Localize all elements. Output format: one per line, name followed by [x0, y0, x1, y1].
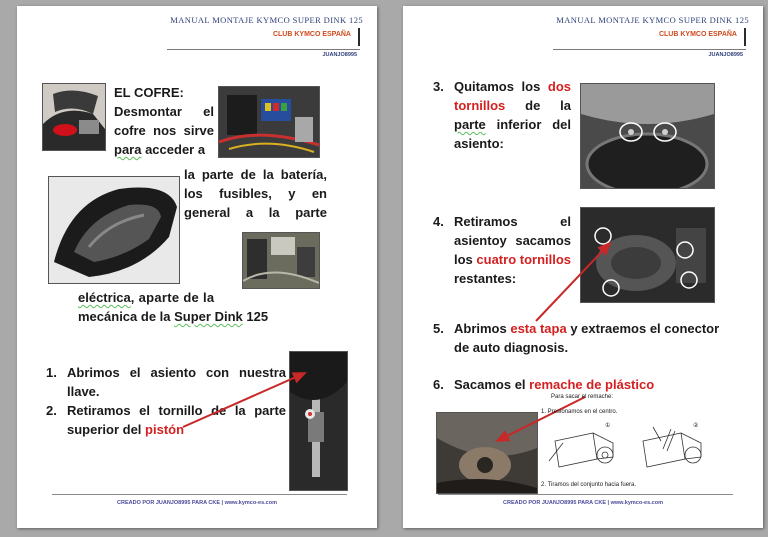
- rivet-title: Para sacar el remache:: [551, 394, 614, 400]
- step4-text1: Retiramos el: [454, 214, 571, 229]
- step3-line4: asiento:: [454, 136, 504, 151]
- step2-line2: [67, 420, 184, 439]
- step4-line1: [433, 212, 571, 231]
- photo-empty-seat-bucket: [48, 176, 180, 284]
- cofre-line8-model: Super Dink: [174, 309, 243, 324]
- header-title: MANUAL MONTAJE KYMCO SUPER DINK 125: [170, 15, 363, 25]
- step6-number: 6.: [433, 377, 444, 392]
- cofre-line5: los fusibles, y en: [184, 186, 327, 201]
- manual-page-left: [17, 6, 377, 528]
- header-club: CLUB KYMCO ESPAÑA: [658, 31, 737, 38]
- step6-text1: Sacamos el: [454, 377, 530, 392]
- step5-text2: y extraemos el conector: [566, 321, 720, 336]
- footer-text: CREADO POR JUANJO8995 PARA CKE | www.kymco-es.com: [117, 500, 277, 506]
- header-line: [167, 49, 360, 50]
- rivet-label-1: ①: [605, 423, 611, 429]
- step2-text2: superior del: [67, 422, 146, 437]
- rivet-diagram: [543, 421, 713, 483]
- arrow-to-tapa: [528, 231, 623, 329]
- step5-line1: [433, 319, 719, 338]
- cofre-line7-word: eléctrica: [78, 290, 131, 305]
- photo-wiring: [242, 232, 320, 289]
- footer-text: CREADO POR JUANJO8995 PARA CKE | www.kymco-es.com: [503, 500, 663, 506]
- step3-text3: inferior del: [485, 117, 571, 132]
- step3-line3: [454, 115, 571, 134]
- cofre-line2: cofre nos sirve: [114, 123, 214, 138]
- cofre-line8: [78, 307, 268, 326]
- header-bar: [358, 28, 360, 46]
- header-club: CLUB KYMCO ESPAÑA: [272, 31, 351, 38]
- step1-number: 1.: [46, 365, 57, 380]
- header-bar: [744, 28, 746, 46]
- step4-line2: asientoy sacamos: [454, 233, 571, 248]
- rivet-step2: 2. Tiramos del conjunto hacia fuera.: [541, 482, 637, 488]
- cofre-line4: la parte de la batería,: [184, 167, 327, 182]
- step3-tornillos: tornillos: [454, 98, 506, 113]
- step5-esta-tapa: esta tapa: [510, 321, 567, 336]
- header-user: JUANJO8995: [322, 52, 357, 58]
- photo-battery-fuses: [218, 86, 320, 158]
- cofre-line8-end: 125: [242, 309, 269, 324]
- step2-piston: pistón: [145, 422, 185, 437]
- step3-line2: [454, 96, 571, 115]
- step5-text1: Abrimos: [454, 321, 511, 336]
- step2-number: 2.: [46, 403, 57, 418]
- cofre-line3-word: para: [114, 142, 142, 157]
- step4-cuatro-tornillos: cuatro tornillos: [476, 252, 572, 267]
- rivet-step1: 1. Presionamos en el centro.: [541, 409, 618, 415]
- header-user: JUANJO8995: [708, 52, 743, 58]
- step3-line1: [433, 77, 571, 96]
- header-line: [553, 49, 746, 50]
- step6-remache: remache de plástico: [529, 377, 655, 392]
- rivet-label-2: ②: [693, 423, 699, 429]
- header-title: MANUAL MONTAJE KYMCO SUPER DINK 125: [556, 15, 749, 25]
- step4-line4: restantes:: [454, 271, 517, 286]
- cofre-line1: Desmontar el: [114, 104, 214, 119]
- footer-line: [438, 494, 733, 495]
- step4-number: 4.: [433, 214, 444, 229]
- arrow-to-piston: [177, 361, 317, 436]
- step5-number: 5.: [433, 321, 444, 336]
- cofre-line3-rest: acceder a: [141, 142, 206, 157]
- step2-text1: Retiramos el tornillo de la parte: [67, 403, 286, 418]
- step4-text3: los: [454, 252, 477, 267]
- step1-text1: Abrimos el asiento con nuestra: [67, 365, 286, 380]
- footer-line: [52, 494, 347, 495]
- step1-line2: llave.: [67, 384, 100, 399]
- cofre-line6: general a la parte: [184, 205, 327, 220]
- photo-two-screws: [580, 83, 715, 189]
- step3-dos: dos: [547, 79, 571, 94]
- cofre-title: EL COFRE:: [114, 85, 184, 100]
- step3-number: 3.: [433, 79, 444, 94]
- step3-text2: de la: [505, 98, 571, 113]
- cofre-line7: [78, 288, 234, 307]
- step5-line2: de auto diagnosis.: [454, 340, 569, 355]
- cofre-line3: [114, 140, 205, 159]
- step3-parte: parte: [454, 117, 486, 132]
- cofre-line8-start: mecánica de la: [78, 309, 175, 324]
- cofre-line7-rest: , aparte de la: [130, 290, 215, 305]
- photo-seat-open: [42, 83, 106, 151]
- step3-text1: Quitamos los: [454, 79, 548, 94]
- manual-page-right: [403, 6, 763, 528]
